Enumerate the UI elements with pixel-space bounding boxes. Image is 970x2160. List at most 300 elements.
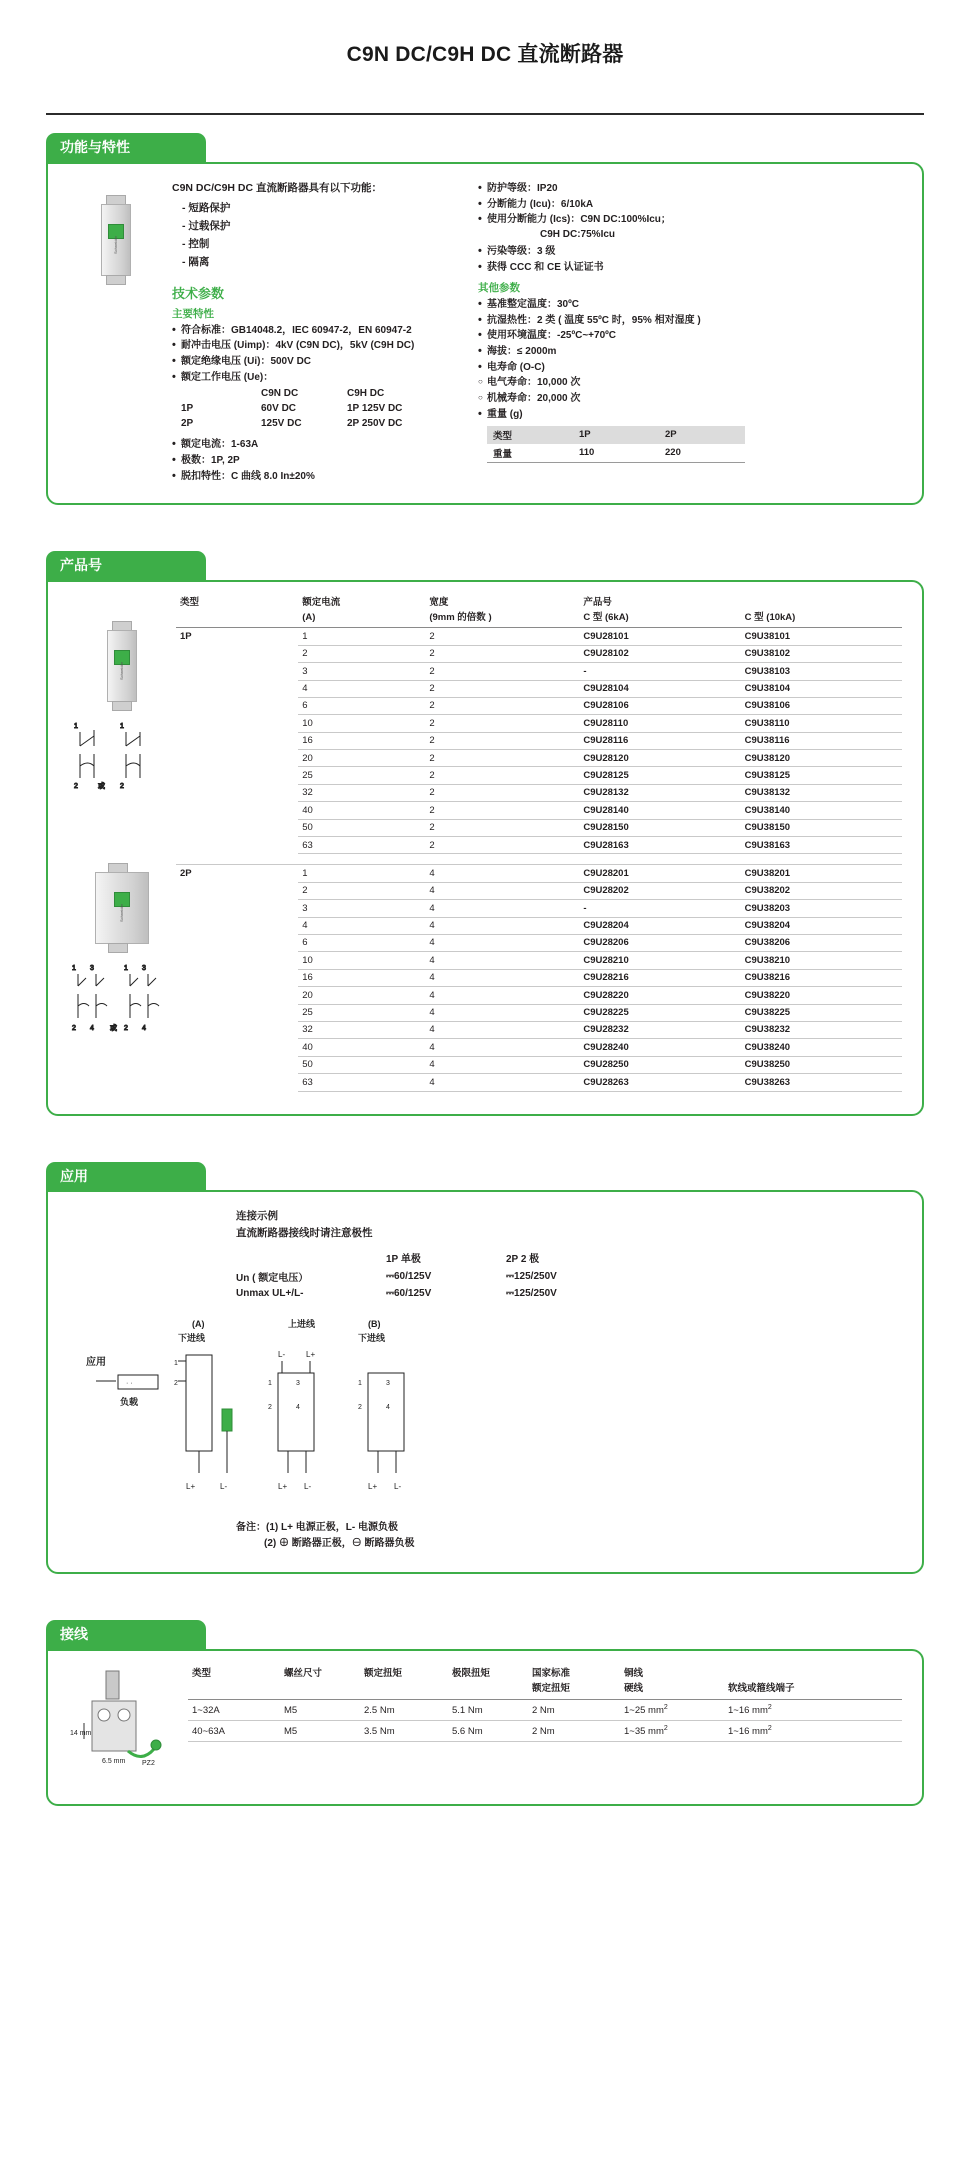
pn-table-body (176, 628, 902, 1091)
pn-code-c10: C9U38203 (741, 900, 902, 917)
weight-table (487, 426, 745, 463)
pn-pole-label (176, 767, 298, 784)
pn-code-c6: C9U28204 (579, 917, 740, 934)
pn-width: 4 (425, 917, 579, 934)
ue-voltage-table (181, 386, 464, 431)
product-number-table (176, 596, 902, 1092)
section-tab-wiring: 接线 (46, 1620, 206, 1651)
right-char2-0: • 污染等级：3 级 (478, 245, 902, 258)
wiring-illustration (68, 1667, 188, 1784)
product-photo-1p (68, 180, 164, 486)
svg-text:2: 2 (74, 782, 78, 790)
section-tab-application: 应用 (46, 1162, 206, 1193)
pn-current: 25 (298, 1004, 425, 1021)
pn-code-c6: C9U28106 (579, 697, 740, 714)
pn-header-c10: C 型 (10kA) (741, 611, 902, 628)
svg-text:1: 1 (124, 964, 128, 972)
wiring-table-column (188, 1667, 902, 1784)
pn-width: 4 (425, 882, 579, 899)
weight-table-row (487, 444, 745, 463)
pn-header-blank (741, 596, 902, 611)
wiring-header-max-torque: 极限扭矩 (452, 1667, 491, 1679)
voltage-label-un: Un ( 额定电压） (236, 1273, 309, 1284)
pn-code-c10: C9U38206 (741, 934, 902, 951)
page-title: C9N DC/C9H DC 直流断路器 (346, 43, 624, 66)
svg-text:L-: L- (220, 1482, 228, 1491)
pn-group-gap (176, 854, 902, 865)
pn-width: 2 (425, 697, 579, 714)
pn-code-c6: C9U28210 (579, 952, 740, 969)
svg-text:L+: L+ (306, 1350, 316, 1359)
pn-width: 4 (425, 1004, 579, 1021)
pn-current: 63 (298, 837, 425, 854)
svg-text:上进线: 上进线 (288, 1319, 316, 1329)
wiring-header-std-line2: 额定扭矩 (528, 1682, 620, 1699)
section-tab-features: 功能与特性 (46, 133, 206, 164)
main-char-0: • 符合标准：GB14048.2，IEC 60947-2，EN 60947-2 (172, 324, 464, 337)
svg-text:PZ2: PZ2 (142, 1759, 155, 1767)
table-row (176, 882, 902, 899)
pn-pole-label (176, 1056, 298, 1073)
product-photo-1p-small (68, 620, 176, 712)
pn-width: 2 (425, 732, 579, 749)
life-item-0: ○ 电气寿命：10,000 次 (478, 376, 902, 389)
voltage-unmax-2p: ⎓125/250V (506, 1288, 557, 1299)
pn-code-c10: C9U38250 (741, 1056, 902, 1073)
table-row (176, 784, 902, 801)
wiring-cell-hard-wire: 1~25 $mm^2$ (620, 1700, 724, 1721)
table-row (176, 1056, 902, 1073)
svg-text:2: 2 (268, 1404, 272, 1411)
function-item-1: - 过载保护 (182, 219, 231, 232)
wiring-header-screw-blank (280, 1682, 360, 1699)
pn-current: 1 (298, 628, 425, 645)
pn-code-c6: C9U28101 (579, 628, 740, 645)
function-item-3: - 隔离 (182, 255, 210, 268)
wiring-cell-screw: M5 (280, 1700, 360, 1721)
pn-pole-label (176, 819, 298, 836)
pn-code-c6: C9U28202 (579, 882, 740, 899)
table-row (176, 663, 902, 680)
pn-code-c10: C9U38140 (741, 802, 902, 819)
wiring-header-type-blank (188, 1682, 280, 1699)
table-row (176, 802, 902, 819)
application-note-1: 备注：(1) L+ 电源正极，L- 电源负极 (236, 1522, 398, 1533)
pn-current: 4 (298, 917, 425, 934)
wiring-header-blank (724, 1667, 902, 1683)
ue-col1-header: C9N DC (261, 388, 299, 400)
section-body-features (46, 162, 924, 506)
breaker-2p-illustration-icon: Schneider (91, 862, 153, 954)
schematic-1p-icon (68, 720, 172, 790)
wiring-cell-std-torque: 2 Nm (528, 1721, 620, 1742)
pn-width: 2 (425, 680, 579, 697)
schematic-1p (68, 720, 176, 790)
terminal-dimension-icon (68, 1667, 186, 1779)
svg-text:3: 3 (142, 964, 146, 972)
pn-code-c10: C9U38225 (741, 1004, 902, 1021)
application-subheading: 直流断路器接线时请注意极性 (236, 1227, 373, 1239)
pn-code-c10: C9U38263 (741, 1074, 902, 1091)
weight-table-header-row (487, 426, 745, 444)
wiring-cell-torque: 2.5 Nm (360, 1700, 448, 1721)
product-number-table-column (176, 596, 902, 1092)
voltage-header-blank (236, 1248, 386, 1267)
main-char-2: • 额定绝缘电压 (Ui)：500V DC (172, 355, 464, 368)
pn-code-c10: C9U38103 (741, 663, 902, 680)
wiring-header-row-1 (188, 1667, 902, 1683)
svg-text:2: 2 (120, 782, 124, 790)
pn-current: 16 (298, 732, 425, 749)
pn-code-c10: C9U38204 (741, 917, 902, 934)
ue-row1-c9h: 2P 250V DC (347, 418, 403, 430)
pn-code-c10: C9U38240 (741, 1039, 902, 1056)
connection-diagram-icon (82, 1313, 602, 1503)
breaker-illustration-icon: Schneider (97, 194, 135, 286)
main-char-1: • 耐冲击电压 (Uimp)：4kV (C9N DC)，5kV (C9H DC) (172, 339, 464, 352)
pn-width: 2 (425, 750, 579, 767)
ue-row0-c9h: 1P 125V DC (347, 403, 403, 415)
wiring-header-screw: 螺丝尺寸 (284, 1667, 323, 1679)
right-char-2: • 使用分断能力 (Ics)：C9N DC:100%Icu； (478, 213, 902, 226)
pn-current: 20 (298, 750, 425, 767)
pn-current: 2 (298, 645, 425, 662)
pn-width: 4 (425, 1021, 579, 1038)
wiring-header-copper: 铜线 (624, 1667, 644, 1679)
table-row (176, 1074, 902, 1091)
table-row (176, 837, 902, 854)
pn-pole-label (176, 1004, 298, 1021)
svg-text:· ·: · · (126, 1380, 133, 1387)
weight-header-1p: 1P (573, 426, 659, 444)
function-item-2: - 控制 (182, 237, 210, 250)
pn-code-c6: C9U28125 (579, 767, 740, 784)
table-row (176, 697, 902, 714)
table-row (188, 1700, 902, 1721)
wiring-cell-std-torque: 2 Nm (528, 1700, 620, 1721)
svg-text:L-: L- (304, 1482, 312, 1491)
right-char-1: • 分断能力 (Icu)：6/10kA (478, 198, 902, 211)
pn-pole-label (176, 1021, 298, 1038)
table-row (176, 628, 902, 645)
title-divider (46, 113, 924, 115)
voltage-un-1p: ⎓60/125V (386, 1271, 432, 1282)
voltage-unmax-1p: ⎓60/125V (386, 1288, 432, 1299)
main-characteristics-list (172, 324, 464, 384)
pn-current: 20 (298, 987, 425, 1004)
pn-current: 10 (298, 952, 425, 969)
table-row (176, 934, 902, 951)
svg-text:或: 或 (98, 782, 105, 790)
wiring-cell-screw: M5 (280, 1721, 360, 1742)
pn-header-current-line1: 额定电流 (302, 596, 341, 608)
svg-text:下进线: 下进线 (178, 1333, 206, 1343)
svg-text:14 mm: 14 mm (70, 1729, 92, 1737)
table-row (176, 987, 902, 1004)
pn-pole-label (176, 1039, 298, 1056)
pn-code-c10: C9U38150 (741, 819, 902, 836)
pn-header-productno: 产品号 (583, 596, 612, 608)
svg-text:或: 或 (110, 1024, 117, 1032)
pn-code-c6: C9U28140 (579, 802, 740, 819)
pn-pole-label (176, 882, 298, 899)
table-row (176, 900, 902, 917)
weight-header-type: 类型 (487, 426, 573, 444)
pn-width: 4 (425, 1056, 579, 1073)
right-char2-1: • 获得 CCC 和 CE 认证证书 (478, 261, 902, 274)
title-block (46, 0, 924, 68)
svg-text:L+: L+ (368, 1482, 378, 1491)
after-ue-list (172, 438, 464, 483)
pn-code-c6: C9U28104 (579, 680, 740, 697)
application-notes (236, 1520, 902, 1552)
pn-code-c6: C9U28110 (579, 715, 740, 732)
pn-current: 16 (298, 969, 425, 986)
pn-code-c6: C9U28232 (579, 1021, 740, 1038)
pn-current: 50 (298, 1056, 425, 1073)
table-row (176, 969, 902, 986)
pn-current: 50 (298, 819, 425, 836)
svg-text:3: 3 (90, 964, 94, 972)
right-characteristics-list-2 (478, 245, 902, 274)
life-item-1: ○ 机械寿命：20,000 次 (478, 392, 902, 405)
other-params-heading: 其他参数 (478, 281, 520, 294)
pn-code-c10: C9U38125 (741, 767, 902, 784)
pn-code-c10: C9U38201 (741, 865, 902, 882)
pn-width: 2 (425, 837, 579, 854)
weight-row-label: 重量 (487, 444, 573, 463)
svg-text:1: 1 (268, 1380, 272, 1387)
svg-text:1: 1 (120, 722, 124, 730)
wiring-cell-soft-wire: 1~16 $mm^2$ (724, 1721, 902, 1742)
ue-label: • 额定工作电压 (Ue)： (172, 371, 464, 384)
table-row (176, 680, 902, 697)
svg-text:应用: 应用 (86, 1357, 106, 1368)
table-row (176, 1039, 902, 1056)
section-body-product-numbers (46, 580, 924, 1116)
pn-code-c6: C9U28150 (579, 819, 740, 836)
svg-text:L+: L+ (278, 1482, 288, 1491)
pn-pole-label (176, 987, 298, 1004)
pn-code-c10: C9U38210 (741, 952, 902, 969)
pn-pole-label: 2P (180, 868, 192, 880)
svg-text:3: 3 (386, 1380, 390, 1387)
pn-current: 6 (298, 697, 425, 714)
table-row (176, 732, 902, 749)
pn-code-c6: C9U28116 (579, 732, 740, 749)
voltage-row-un (236, 1267, 569, 1286)
features-intro: C9N DC/C9H DC 直流断路器具有以下功能： (172, 181, 383, 194)
pn-code-c6: C9U28102 (579, 645, 740, 662)
pn-width: 4 (425, 987, 579, 1004)
pn-width: 2 (425, 784, 579, 801)
pn-width: 2 (425, 645, 579, 662)
after-ue-0: • 额定电流：1-63A (172, 438, 464, 451)
pn-current: 4 (298, 680, 425, 697)
svg-text:3: 3 (296, 1380, 300, 1387)
other-char-4: • 电寿命 (O-C) (478, 361, 902, 374)
pn-current: 40 (298, 802, 425, 819)
other-characteristics-list (478, 298, 902, 421)
pn-code-c10: C9U38163 (741, 837, 902, 854)
wiring-header-torque-blank (360, 1682, 448, 1699)
pn-code-c10: C9U38232 (741, 1021, 902, 1038)
pn-pole-label (176, 802, 298, 819)
function-item-0: - 短路保护 (182, 201, 231, 214)
pn-pole-label (176, 934, 298, 951)
pn-width: 2 (425, 628, 579, 645)
pn-code-c10: C9U38104 (741, 680, 902, 697)
wiring-header-torque: 额定扭矩 (364, 1667, 403, 1679)
voltage-un-2p: ⎓125/250V (506, 1271, 557, 1282)
after-ue-1: • 极数：1P, 2P (172, 454, 464, 467)
svg-text:2: 2 (72, 1024, 76, 1032)
pn-pole-label (176, 663, 298, 680)
wiring-table-body (188, 1700, 902, 1742)
pn-pole-label: 1P (180, 631, 192, 643)
wiring-cell-type: 1~32A (188, 1700, 280, 1721)
pn-pole-label (176, 732, 298, 749)
section-features (46, 133, 924, 505)
table-row (176, 750, 902, 767)
pn-width: 4 (425, 952, 579, 969)
wiring-header-maxtorque-blank (448, 1682, 528, 1699)
svg-text:1: 1 (174, 1360, 178, 1367)
other-char-1: • 抗湿热性：2 类 ( 温度 55ºC 时，95% 相对湿度 ) (478, 314, 902, 327)
pn-code-c6: C9U28206 (579, 934, 740, 951)
pn-code-c6: C9U28201 (579, 865, 740, 882)
svg-text:(B): (B) (368, 1319, 381, 1329)
svg-text:2: 2 (358, 1404, 362, 1411)
section-wiring (46, 1620, 924, 1806)
pn-code-c10: C9U38132 (741, 784, 902, 801)
pn-code-c6: C9U28216 (579, 969, 740, 986)
table-row (176, 715, 902, 732)
wiring-cell-soft-wire: 1~16 $mm^2$ (724, 1700, 902, 1721)
voltage-table (236, 1248, 569, 1301)
pn-code-c6: C9U28240 (579, 1039, 740, 1056)
svg-text:6.5 mm: 6.5 mm (102, 1757, 126, 1765)
table-row (176, 767, 902, 784)
pn-code-c10: C9U38102 (741, 645, 902, 662)
pn-current: 25 (298, 767, 425, 784)
pn-pole-label (176, 952, 298, 969)
pn-header-type: 类型 (180, 596, 200, 608)
pn-header-c6: C 型 (6kA) (579, 611, 740, 628)
pn-code-c10: C9U38202 (741, 882, 902, 899)
pn-pole-label (176, 900, 298, 917)
tech-params-heading: 技术参数 (172, 285, 225, 301)
voltage-header-row (236, 1248, 569, 1267)
table-row (176, 645, 902, 662)
pn-header-width-line1: 宽度 (429, 596, 449, 608)
pn-code-c6: C9U28132 (579, 784, 740, 801)
pn-pole-label (176, 750, 298, 767)
pn-width: 4 (425, 1039, 579, 1056)
svg-text:2: 2 (124, 1024, 128, 1032)
pn-current: 40 (298, 1039, 425, 1056)
schematic-2p (68, 962, 176, 1032)
pn-code-c6: - (579, 663, 740, 680)
pn-width: 4 (425, 934, 579, 951)
ue-col2-header: C9H DC (347, 388, 385, 400)
pn-pole-label (176, 697, 298, 714)
pn-code-c6: C9U28163 (579, 837, 740, 854)
pn-code-c10: C9U38116 (741, 732, 902, 749)
pn-width: 2 (425, 715, 579, 732)
pn-width: 2 (425, 663, 579, 680)
weight-label: • 重量 (g) (478, 408, 902, 421)
pn-pole-label (176, 784, 298, 801)
pn-current: 32 (298, 784, 425, 801)
product-photo-2p-small (68, 862, 176, 954)
wiring-header-std-line1: 国家标准 (532, 1667, 571, 1679)
ue-row0-c9n: 60V DC (261, 403, 297, 415)
pn-pole-label (176, 969, 298, 986)
voltage-row-unmax (236, 1286, 569, 1301)
section-body-wiring (46, 1649, 924, 1806)
svg-text:4: 4 (90, 1024, 94, 1032)
pn-width: 4 (425, 865, 579, 882)
pn-current: 63 (298, 1074, 425, 1091)
pn-pole-label (176, 1074, 298, 1091)
pn-current: 1 (298, 865, 425, 882)
pn-pole-label (176, 645, 298, 662)
table-row (188, 1721, 902, 1742)
features-right-column (464, 180, 902, 486)
breaker-1p-illustration-icon: Schneider (103, 620, 141, 712)
pn-code-c6: C9U28120 (579, 750, 740, 767)
section-tab-product-numbers: 产品号 (46, 551, 206, 582)
weight-value-1p: 110 (573, 444, 659, 463)
voltage-header-1p: 1P 单极 (386, 1254, 421, 1265)
voltage-header-2p: 2P 2 极 (506, 1254, 540, 1265)
pn-current: 3 (298, 663, 425, 680)
ue-row0-poles: 1P (181, 403, 194, 415)
wiring-cell-max-torque: 5.6 Nm (448, 1721, 528, 1742)
pn-pole-label (176, 680, 298, 697)
pn-current: 2 (298, 882, 425, 899)
pn-header-row-1 (176, 596, 902, 611)
svg-text:L+: L+ (186, 1482, 196, 1491)
table-row (176, 1004, 902, 1021)
other-char-0: • 基准整定温度：30ºC (478, 298, 902, 311)
pn-current: 3 (298, 900, 425, 917)
pn-width: 4 (425, 900, 579, 917)
pn-code-c10: C9U38216 (741, 969, 902, 986)
application-note-2: (2) ⊕ 断路器正极，⊖ 断路器负极 (264, 1538, 415, 1549)
connection-diagram (82, 1313, 902, 1508)
svg-text:1: 1 (74, 722, 78, 730)
svg-text:4: 4 (386, 1404, 390, 1411)
other-char-2: • 使用环境温度：-25ºC~+70ºC (478, 329, 902, 342)
svg-text:2: 2 (174, 1380, 178, 1387)
after-ue-2: • 脱扣特性：C 曲线 8.0 In±20% (172, 470, 464, 483)
table-row (176, 865, 902, 882)
right-characteristics-list (478, 182, 902, 227)
table-row (176, 952, 902, 969)
pn-header-row-2 (176, 611, 902, 628)
svg-text:1: 1 (72, 964, 76, 972)
wiring-cell-torque: 3.5 Nm (360, 1721, 448, 1742)
other-char-3: • 海拔：≤ 2000m (478, 345, 902, 358)
pn-header-width-line2: (9mm 的倍数 ) (425, 611, 579, 628)
pn-header-current-line2: (A) (298, 611, 425, 628)
product-schematics-column (68, 596, 176, 1092)
pn-code-c6: C9U28225 (579, 1004, 740, 1021)
weight-value-2p: 220 (659, 444, 745, 463)
svg-text:(A): (A) (192, 1319, 205, 1329)
